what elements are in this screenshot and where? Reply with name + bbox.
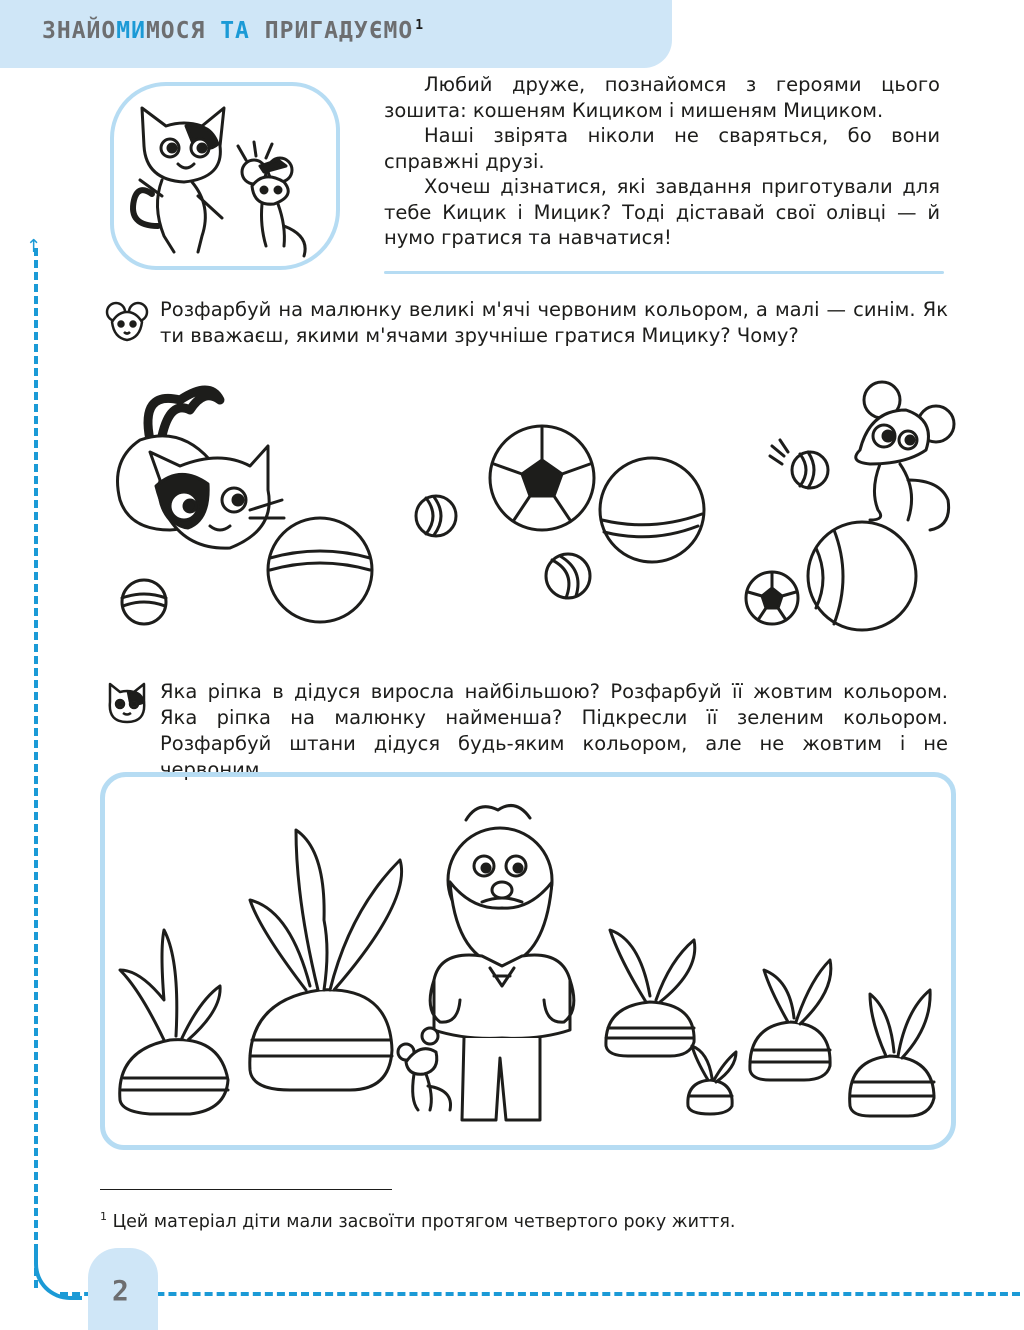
intro-paragraph: Наші звірята ніколи не сваряться, бо вони справжні друзі. (384, 124, 940, 173)
title-part-1b: МИ (116, 18, 146, 44)
section-title (42, 18, 424, 44)
balls-illustration (100, 380, 980, 635)
page-number: 2 (112, 1274, 129, 1307)
ball-large (808, 522, 916, 630)
turnip-illustration (110, 790, 940, 1130)
turnip (750, 960, 831, 1080)
soccer-ball-large (490, 426, 594, 530)
title-part-3: ПРИГАДУЄМО (264, 18, 414, 44)
cat-face-icon (104, 680, 150, 726)
side-dashed-line (34, 248, 38, 1288)
footnote (100, 1210, 735, 1232)
cat-illustration (118, 390, 285, 548)
mouse-face-icon (104, 298, 150, 344)
ball-small (416, 496, 456, 536)
cat-and-mouse-illustration (114, 86, 336, 266)
intro-illustration-frame (110, 82, 340, 270)
intro-text (384, 72, 940, 251)
intro-paragraph: Хочеш дізнатися, які завдання приготували для тебе Кицик і Мицик? Тоді діставай свої олівці — й нумо гратися та навчатися! (384, 175, 940, 249)
footnote-text: Цей матеріал діти мали засвоїти протягом четвертого року життя. (112, 1211, 736, 1232)
turnip-smallest (688, 1046, 736, 1114)
soccer-ball-small (746, 572, 798, 624)
footnote-rule (100, 1189, 392, 1190)
title-footnote-mark: 1 (415, 18, 425, 34)
turnip (850, 990, 934, 1116)
task-1-text: Розфарбуй на малюнку великі м'ячі червоним кольором, а малі — синім. Як ти вважаєш, якими м'ячами зручніше гратися Мицику? Чому? (160, 298, 948, 347)
ball-small (122, 580, 166, 624)
task-2-text: Яка ріпка в дідуся виросла найбільшою? Розфарбуй її жовтим кольором. Яка ріпка на малюнку найменша? Підкресли її зеленим кольором. Розфарбуй штани дідуся будь-яким кольором, але не жовтим і не червоним. (160, 680, 948, 781)
mouse-illustration (770, 382, 954, 530)
ball-large (600, 458, 704, 562)
turnip (120, 930, 228, 1114)
ball-small (546, 554, 590, 598)
mouse-small (398, 1028, 451, 1110)
turnip (606, 930, 695, 1056)
title-part-1c: МОСЯ (145, 18, 206, 44)
intro-paragraph: Любий друже, познайомся з героями цього зошита: кошеням Кициком і мишеням Мициком. (384, 73, 940, 122)
ball-small (792, 452, 828, 488)
ball-large (268, 518, 372, 622)
bottom-dashed-line (60, 1292, 1020, 1296)
title-part-2: ТА (220, 18, 250, 44)
grandpa (430, 806, 574, 1121)
turnip-largest (250, 830, 402, 1090)
intro-divider (384, 271, 944, 274)
title-part-1a: ЗНАЙО (42, 18, 117, 44)
up-arrow-icon: ↑ (26, 236, 42, 257)
footnote-mark: 1 (100, 1210, 107, 1223)
